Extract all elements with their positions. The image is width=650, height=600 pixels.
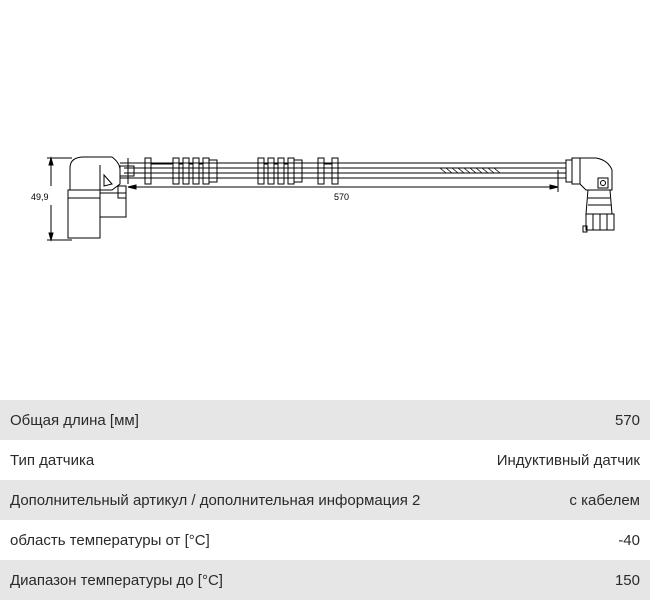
- cable-grommet-1: [173, 158, 217, 184]
- height-dimension-label: 49,9: [31, 192, 49, 202]
- spec-value: 150: [471, 560, 650, 600]
- table-row: [0, 520, 650, 560]
- cable-clip-2: [318, 158, 338, 184]
- connector-right: [566, 158, 614, 232]
- cable-clip-1: [145, 158, 173, 184]
- spec-label: область температуры от [°C]: [0, 520, 471, 560]
- protective-sleeve: [440, 168, 500, 173]
- spec-label: Тип датчика: [0, 440, 471, 480]
- table-row: [0, 400, 650, 440]
- table-row: [0, 480, 650, 520]
- spec-value: -40: [471, 520, 650, 560]
- cable-grommet-2: [258, 158, 302, 184]
- spec-label: Дополнительный артикул / дополнительная информация 2: [0, 480, 471, 520]
- spec-value: Индуктивный датчик: [471, 440, 650, 480]
- spec-value: 570: [471, 400, 650, 440]
- spec-label: Общая длина [мм]: [0, 400, 471, 440]
- spec-value: с кабелем: [471, 480, 650, 520]
- spec-table: [0, 400, 650, 600]
- table-row: [0, 560, 650, 600]
- length-dimension-label: 570: [334, 192, 350, 202]
- sensor-head-left: [68, 157, 126, 238]
- table-row: [0, 440, 650, 480]
- spec-label: Диапазон температуры до [°C]: [0, 560, 471, 600]
- cable: [120, 158, 566, 184]
